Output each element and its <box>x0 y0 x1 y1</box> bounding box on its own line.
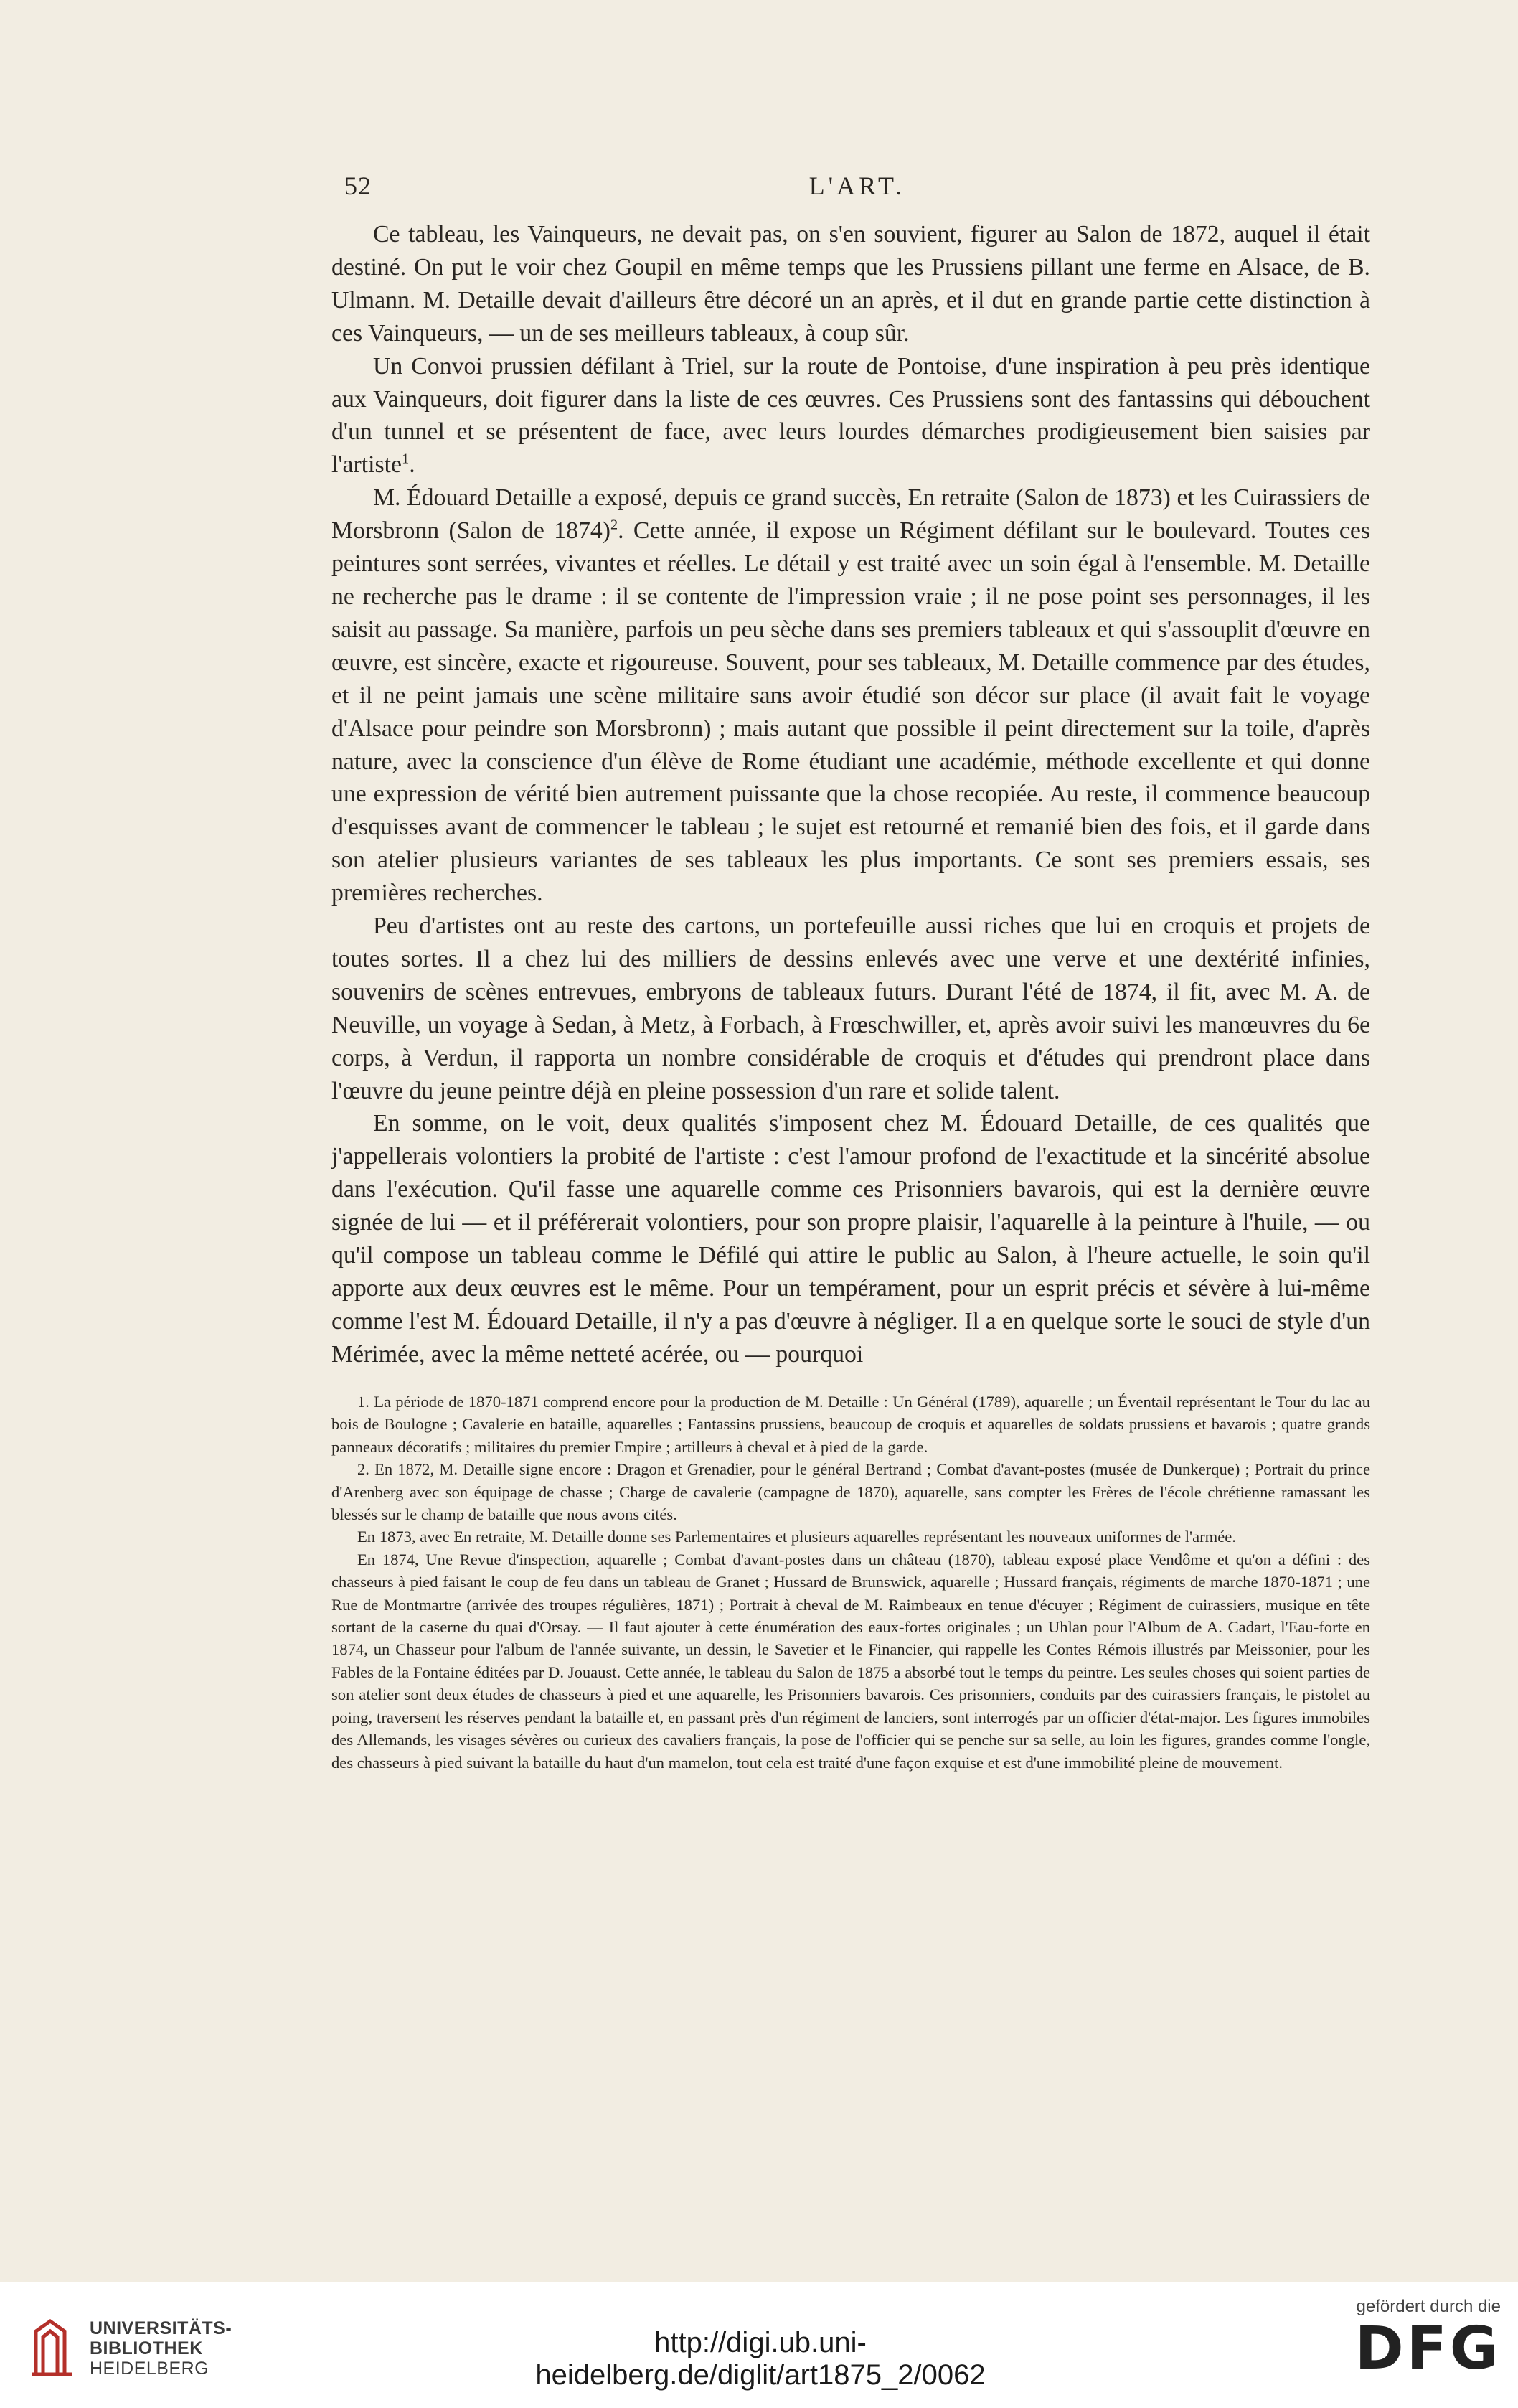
running-title: L'ART. <box>808 171 906 200</box>
footnotes <box>331 1391 1370 1774</box>
university-library-logo[interactable] <box>29 2304 287 2386</box>
body-paragraph-4: Peu d'artistes ont au reste des cartons, un portefeuille aussi riches que lui en croquis et projets de toutes sortes. Il a chez lui des milliers de dessins enlevés avec une verve et une dextérité infinies, souvenirs de scènes entrevues, embryons de tableaux futurs. Durant l'été de 1874, il fit, avec M. A. de Neuville, un voyage à Sedan, à Metz, à Forbach, à Frœschwiller, et, après avoir suivi les manœuvres du 6e corps, à Verdun, il rapporta un nombre considérable de croquis et d'études qui prendront place dans l'œuvre du jeune peintre déjà en pleine possession d'un rare et solide talent. <box>331 913 1370 1104</box>
footnote-2: 2. En 1872, M. Detaille signe encore : Dragon et Grenadier, pour le général Bertrand ; Combat d'avant-postes (musée de Dunkerque) ; Portrait du prince d'Arenberg avec son équipage de chasse ; Charge de cavalerie (campagne de 1870), aquarelle, sans compter les Frères de l'école chrétienne ramassant les blessés sur le champ de bataille que nous avons cités. <box>331 1460 1370 1524</box>
body-paragraph-5: En somme, on le voit, deux qualités s'imposent chez M. Édouard Detaille, de ces qualités que j'appellerais volontiers la probité de l'artiste : c'est l'amour profond de l'exactitude et la sincérité absolue dans l'exécution. Qu'il fasse une aquarelle comme ces Prisonniers bavarois, qui est la dernière œuvre signée de lui — et il préférerait volontiers, pour son propre plaisir, l'aquarelle à la peinture à l'huile, — ou qu'il compose un tableau comme le Défilé qui attire le public au Salon, à l'heure actuelle, le soin qu'il apporte aux deux œuvres est le même. Pour un tempérament, pour un esprit précis et sévère à lui-même comme l'est M. Édouard Detaille, il n'y a pas d'œuvre à négliger. Il a en quelque sorte le souci de style d'un Mérimée, avec la même netteté acérée, ou — pourquoi <box>331 1110 1370 1368</box>
footnote-ref-2: 2 <box>610 517 618 533</box>
footnote-ref-1: 1 <box>402 451 410 468</box>
library-name-line-2: BIBLIOTHEK <box>90 2338 203 2358</box>
library-name-line-3: HEIDELBERG <box>90 2358 209 2379</box>
article-body <box>331 218 1370 1371</box>
dfg-logo: DFG <box>1354 2315 1501 2383</box>
footnote-2-continued: En 1874, Une Revue d'inspection, aquarelle ; Combat d'avant-postes dans un château (1870), tableau exposé place Vendôme et qu'on a défini : des chasseurs à pied faisant le coup de feu dans un tableau de Granet ; Hussard de Brunswick, aquarelle ; Hussard français, régiments de marche 1870-1871 ; une Rue de Montmartre (arrivée des troupes régulières, 1871) ; Portrait à cheval de M. Raimbeaux en tenue d'écuyer ; Régiment de cuirassiers, musique en tête sortant de la caserne du quai d'Orsay. — Il faut ajouter à cette énumération des eaux-fortes originales ; un Uhlan pour l'Album de A. Cadart, l'Eau-forte en 1874, un Chasseur pour l'album de l'année suivante, un dessin, le Savetier et le Financier, qui rappelle les Contes Rémois illustrés par Meissonier, pour les Fables de la Fontaine éditées par D. Jouaust. Cette année, le tableau du Salon de 1875 a absorbé tout le temps du peintre. Les seules choses qui soient parties de son atelier sont deux études de chasseurs à pied et une aquarelle, les Prisonniers bavarois. Ces prisonniers, conduits par des cuirassiers français, le pistolet au poing, traversent les réserves pendant la bataille et, en passant près d'un régiment de lanciers, sont interrogés par un officier d'état-major. Les figures immobiles des Allemands, les visages sévères ou curieux des cavaliers français, la pose de l'officier qui se penche sur sa selle, au loin les figures, grandes comme l'ongle, des chasseurs à pied suivant la bataille du haut d'un mamelon, tout cela est traité d'une façon exquise et est d'une immobilité pleine de mouvement. <box>331 1550 1370 1772</box>
body-paragraph-2: Un Convoi prussien défilant à Triel, sur la route de Pontoise, d'une inspiration à peu près identique aux Vainqueurs, doit figurer dans la liste de ces œuvres. Ces Prussiens sont des fantassins qui débouchent d'un tunnel et se présentent de face, avec leurs lourdes démarches prodigieusement bien saisies par l'artiste$^1$. <box>331 352 1370 479</box>
footnote-1: 1. La période de 1870-1871 comprend encore pour la production de M. Detaille : Un Général (1789), aquarelle ; un Éventail représentant le Tour du lac au bois de Boulogne ; Cavalerie en bataille, aquarelles ; Fantassins prussiens, beaucoup de croquis et aquarelles de soldats prussiens et bavarois ; quatre grands panneaux décoratifs ; militaires du premier Empire ; artilleurs à cheval et à pied de la garde. <box>331 1393 1370 1456</box>
dfg-credit[interactable] <box>1314 2297 1501 2397</box>
page-header <box>344 171 1370 214</box>
funding-credit-text: gefördert durch die <box>1356 2297 1501 2316</box>
viewer-footer <box>0 2282 1518 2408</box>
library-emblem-icon <box>29 2317 79 2379</box>
page-number: 52 <box>344 171 372 200</box>
body-paragraph-3: M. Édouard Detaille a exposé, depuis ce grand succès, En retraite (Salon de 1873) et les Cuirassiers de Morsbronn (Salon de 1874)$^2$. Cette année, il expose un Régiment défilant sur le boulevard. Toutes ces peintures sont serrées, vivantes et réelles. Le détail y est traité avec un soin égal à l'ensemble. M. Detaille ne recherche pas le drame : il se contente de l'impression vraie ; il ne pose point ses personnages, il les saisit au passage. Sa manière, parfois un peu sèche dans ses premiers tableaux et qui s'assouplit d'œuvre en œuvre, est sincère, exacte et rigoureuse. Souvent, pour ses tableaux, M. Detaille commence par des études, et il ne peint jamais une scène militaire sans avoir étudié son décor sur place (il avait fait le voyage d'Alsace pour peindre son Morsbronn) ; mais autant que possible il peint directement sur la toile, d'après nature, avec la conscience d'un élève de Rome étudiant une académie, méthode excellente et qui donne une expression de vérité bien autrement puissante que la chose recopiée. Au reste, il commence beaucoup d'esquisses avant de commencer le tableau ; le sujet est retourné et remanié bien des fois, et il garde dans son atelier plusieurs variantes de ses tableaux les plus importants. Ce sont ses premiers essais, ses premières recherches. <box>331 484 1371 907</box>
library-name-line-1: UNIVERSITÄTS- <box>90 2318 232 2338</box>
footnote-2-continued: En 1873, avec En retraite, M. Detaille donne ses Parlementaires et plusieurs aquarelles représentant les nouveaux uniformes de l'armée. <box>357 1528 1236 1546</box>
body-paragraph-1: Ce tableau, les Vainqueurs, ne devait pas, on s'en souvient, figurer au Salon de 1872, auquel il était destiné. On put le voir chez Goupil en même temps que les Prussiens pillant une ferme en Alsace, de B. Ulmann. M. Detaille devait d'ailleurs être décoré un an après, et il dut en grande partie cette distinction à ces Vainqueurs, — un de ses meilleurs tableaux, à coup sûr. <box>331 221 1370 347</box>
permalink-url[interactable]: http://digi.ub.uni-heidelberg.de/diglit/art1875_2/0062 <box>535 2327 986 2391</box>
